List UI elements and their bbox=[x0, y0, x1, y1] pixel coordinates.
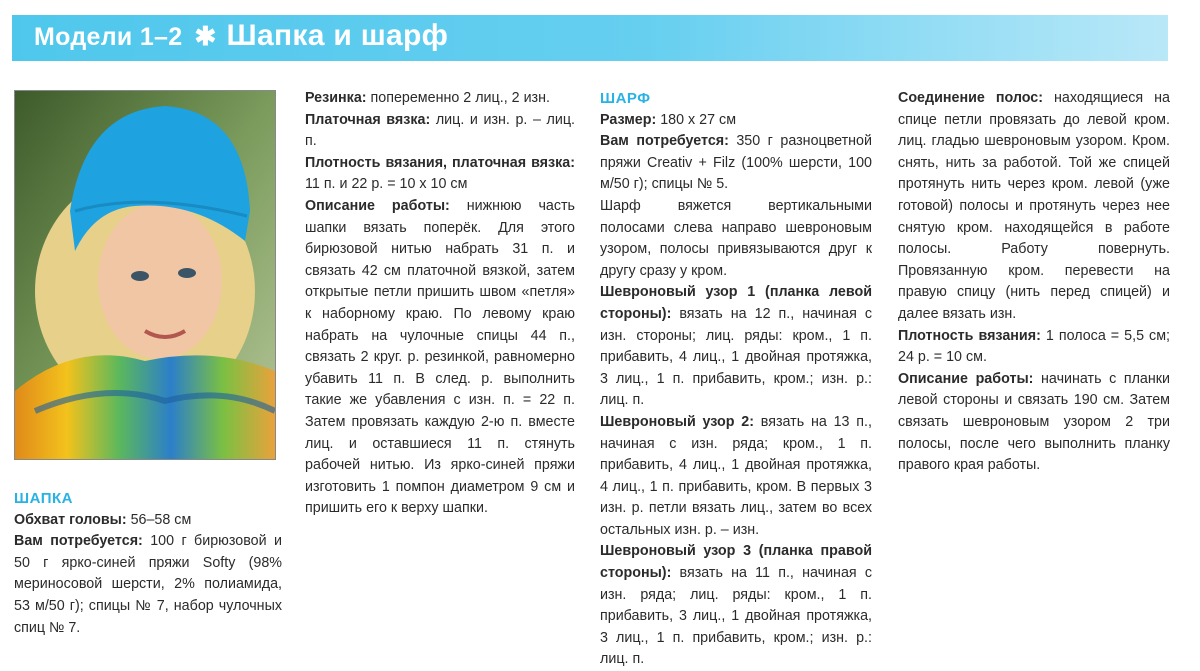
scarf-materials: Вам потребуется: 350 г разноцветной пряжи Creativ + Filz (100% шерсти, 100 м/50 г); спицы № 5. bbox=[600, 133, 872, 193]
hat-column bbox=[14, 488, 282, 639]
hat-heading: ШАПКА bbox=[14, 490, 73, 507]
scarf-pattern-3: Шевроновый узор 3 (планка правой стороны): вязать на 11 п., начиная с изн. ряда; лиц. ряды: кром., 1 п. прибавить, 3 лиц., 1 двойная протяжка, 3 лиц., 1 п. прибавить, кром.; изн. р.: лиц. п. bbox=[600, 543, 872, 668]
title-banner bbox=[12, 15, 1168, 61]
scarf-heading: ШАРФ bbox=[600, 90, 651, 107]
hat-garter: Платочная вязка: лиц. и изн. р. – лиц. п. bbox=[305, 111, 575, 150]
page-title bbox=[34, 19, 448, 53]
models-label: Модели 1–2 bbox=[34, 23, 183, 51]
hat-head-size: Обхват головы: 56–58 см bbox=[14, 511, 192, 528]
hat-materials: Вам потребуется: 100 г бирюзовой и 50 г ярко-синей пряжи Softy (98% мериносовой шерсти, 2% полиамида, 53 м/50 г); спицы № 7, набор чулочных спиц № 7. bbox=[14, 533, 282, 636]
scarf-gauge: Плотность вязания: 1 полоса = 5,5 см; 24 р. = 10 см. bbox=[898, 327, 1170, 366]
star-icon: ✱ bbox=[194, 21, 217, 51]
scarf-work: Описание работы: начинать с планки левой стороны и связать 190 см. Затем связать шевроновым узором 2 три полосы, после чего выполнить планку правого края работы. bbox=[898, 370, 1171, 474]
scarf-instructions-column bbox=[898, 88, 1170, 477]
scarf-pattern-2: Шевроновый узор 2: вязать на 13 п., начиная с изн. ряда; кром., 1 п. прибавить, 4 лиц., 1 двойная протяжка, 4 лиц., 1 п. прибавить, кром. В первых 3 изн. р. петли вязать лиц., затем во всех остальных изн. р. – изн. bbox=[600, 413, 872, 538]
hat-gauge: Плотность вязания, платочная вязка: 11 п. и 22 р. = 10 х 10 см bbox=[305, 154, 575, 193]
scarf-join: Соединение полос: находящиеся на спице петли провязать до левой кром. лиц. гладью шевроновым узором. Кром. снять, нить за работой. Той же спицей протянуть нить через кром. левой (уже готовой) полосы и протянуть через нее снятую кром. находящейся в работе полосы. Работу повернуть. Провязанную кром. перевести на правую спицу (нить перед спицей) и далее вязать изн. bbox=[898, 90, 1170, 322]
scarf-intro: Шарф вяжется вертикальными полосами слева направо шевроновым узором, полосы привязываются друг к другу сразу у кром. bbox=[600, 197, 872, 279]
scarf-column bbox=[600, 88, 872, 671]
hat-instructions-column bbox=[305, 88, 575, 520]
woman-in-hat-and-scarf-photo bbox=[14, 90, 276, 460]
scarf-pattern-1: Шевроновый узор 1 (планка левой стороны): вязать на 12 п., начиная с изн. стороны; лиц. ряды: кром., 1 п. прибавить, 4 лиц., 1 двойная протяжка, 3 лиц., 1 п. прибавить, кром.; изн. р.: лиц. п. bbox=[600, 284, 872, 409]
title-text: Шапка и шарф bbox=[226, 19, 449, 52]
hat-work: Описание работы: нижнюю часть шапки вязать поперёк. Для этого бирюзовой нитью набрать 31 п. и связать 42 см платочной вязкой, затем открытые петли пришить швом «петля» к наборному краю. По левому краю набрать на чулочные спицы 44 п., связать 2 круг. р. резинкой, равномерно убавить 11 п. В след. р. выполнить такие же убавления с изн. п. = 22 п. Затем провязать каждую 2-ю п. вместе лиц. и оставшиеся 11 п. стянуть рабочей нитью. Из ярко-синей пряжи изготовить 1 помпон диаметром 9 см и пришить его к верху шапки. bbox=[305, 197, 575, 517]
scarf-size: Размер: 180 х 27 см bbox=[600, 111, 737, 128]
hat-rib: Резинка: попеременно 2 лиц., 2 изн. bbox=[305, 90, 550, 106]
